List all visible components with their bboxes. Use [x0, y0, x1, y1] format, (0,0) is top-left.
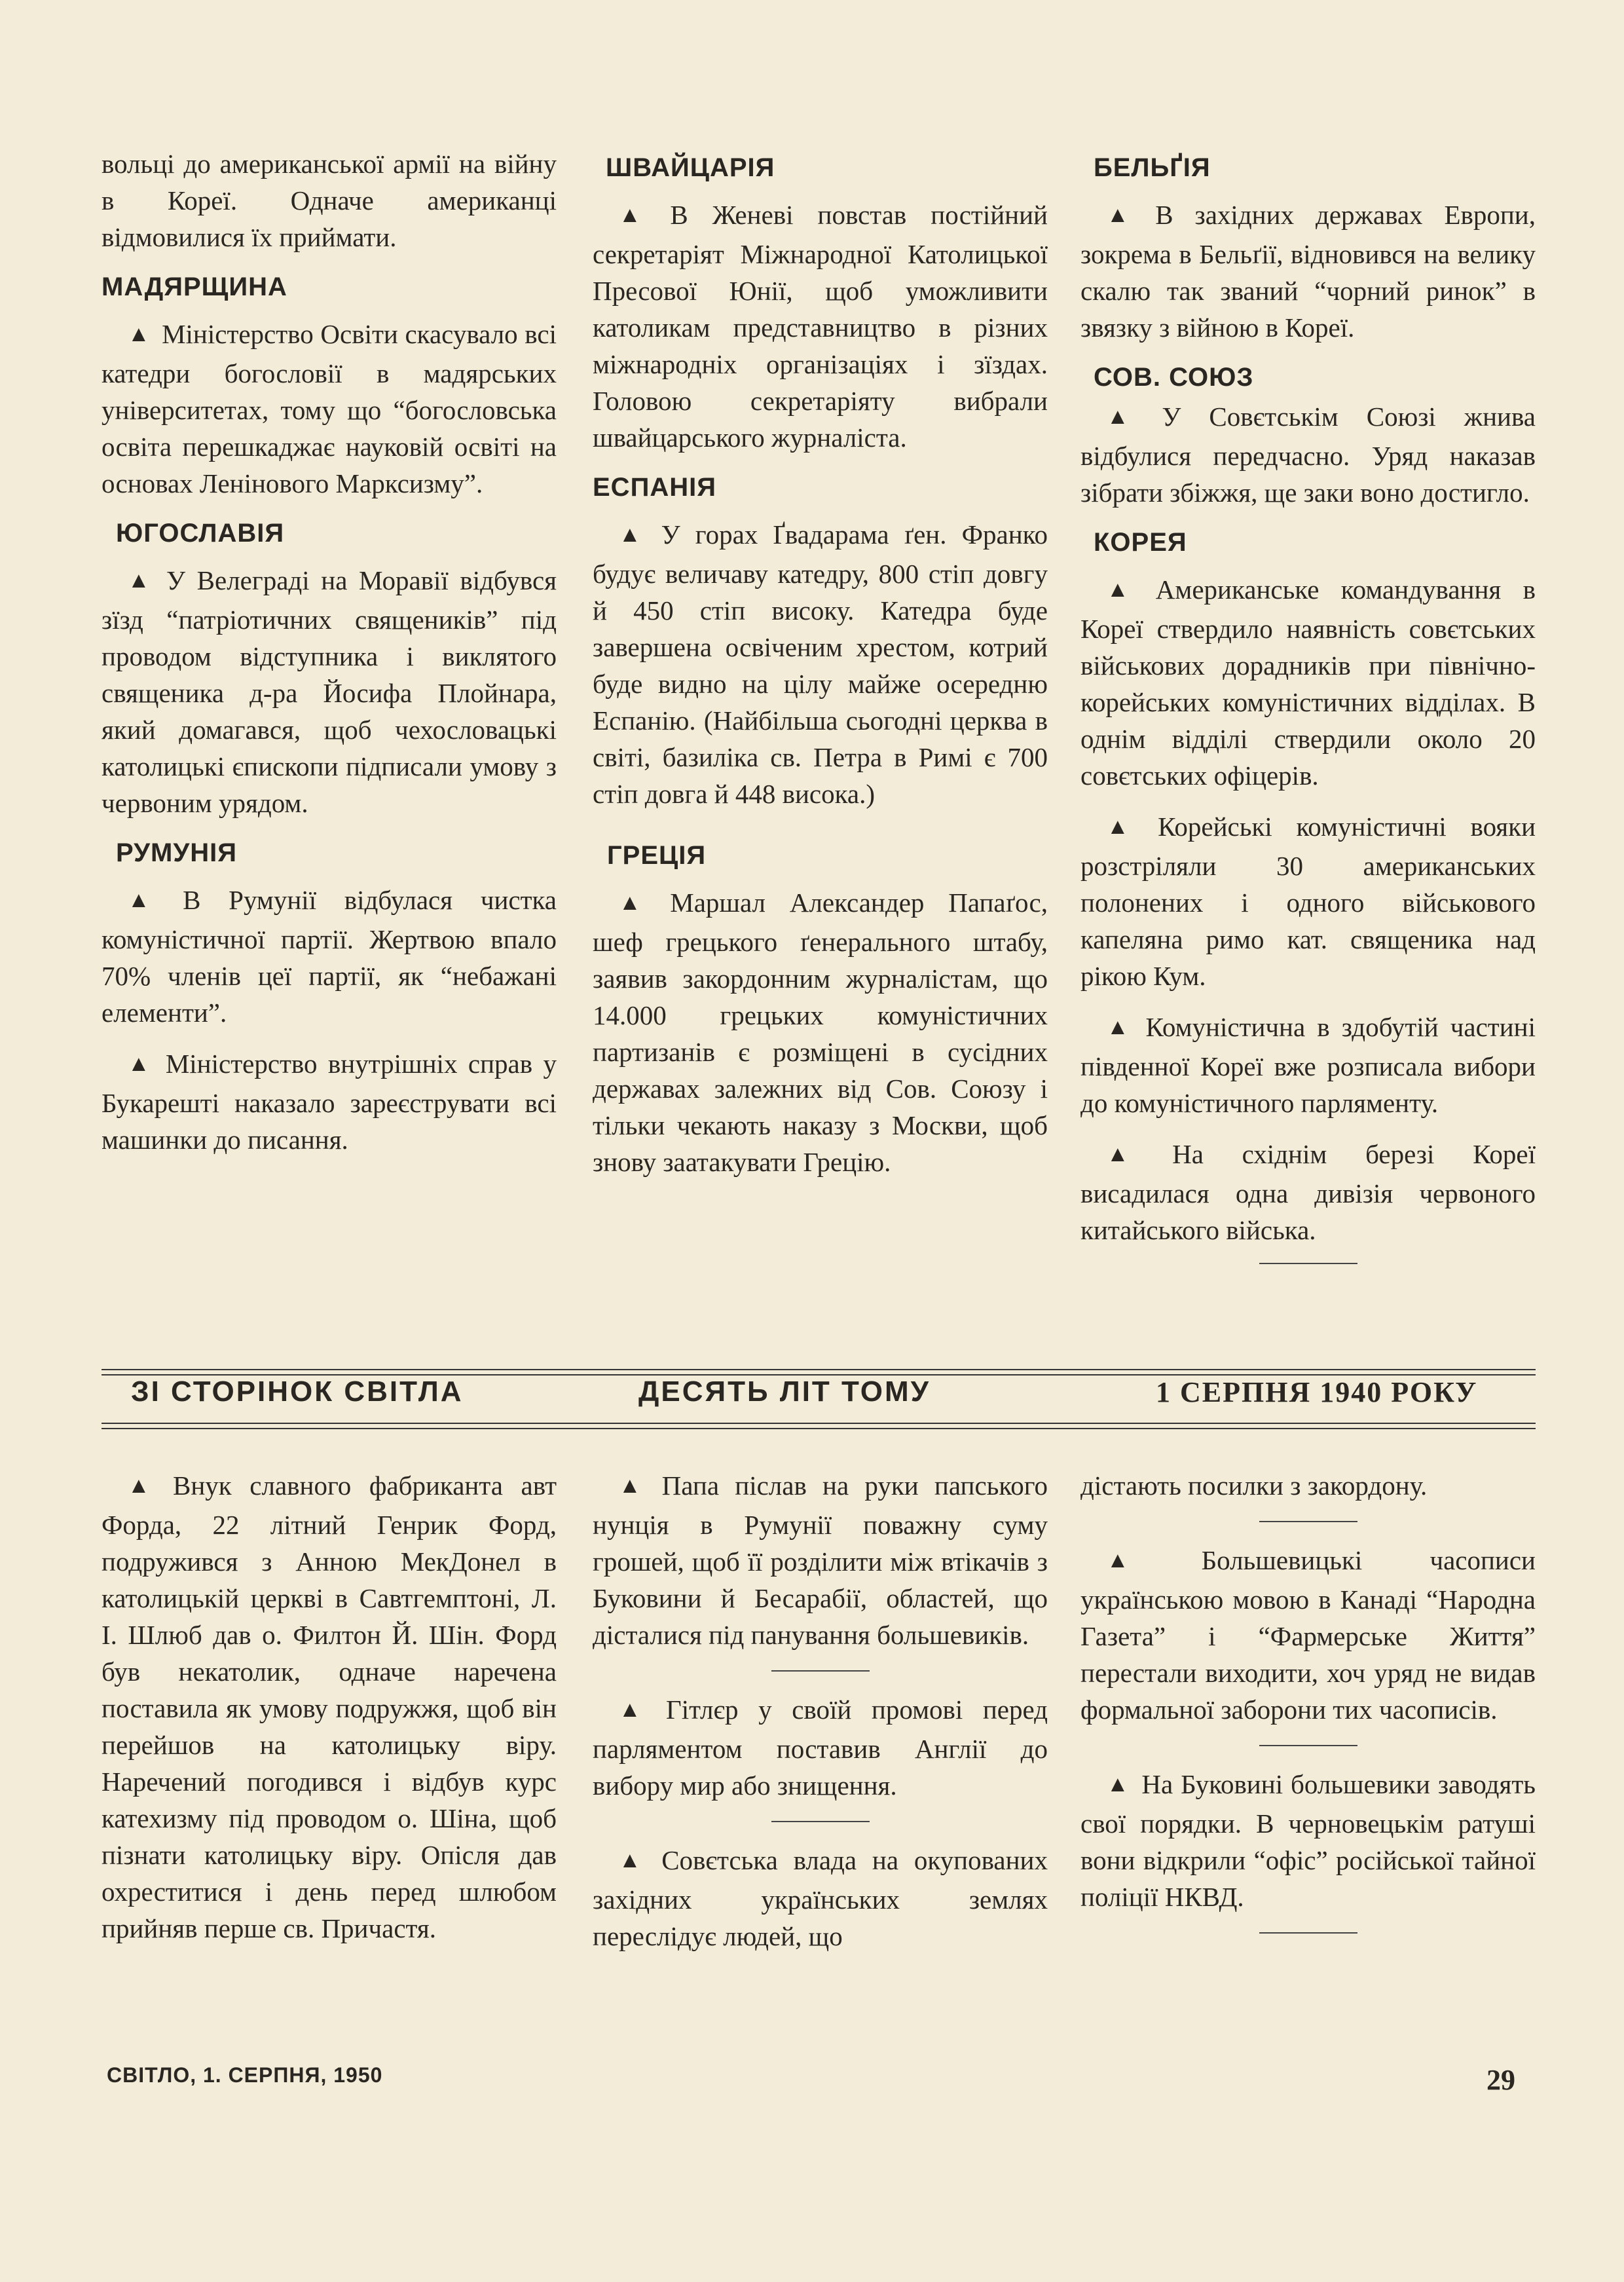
news-item: ▲ В західних державах Европи, зокрема в Бельґії, відновився на велику скалю так званий “чорний ринок” в звязку з війною в Кореї. [1080, 200, 1536, 343]
triangle-bullet-icon: ▲ [619, 1474, 650, 1498]
news-item: ▲ Совєтська влада на окупованих західних українських землях переслідує людей, що [593, 1845, 1048, 1951]
triangle-bullet-icon: ▲ [1107, 1142, 1161, 1167]
triangle-bullet-icon: ▲ [1107, 1548, 1190, 1573]
triangle-bullet-icon: ▲ [619, 1698, 654, 1722]
triangle-bullet-icon: ▲ [128, 888, 172, 912]
band-rule-bottom [101, 1423, 1536, 1424]
triangle-bullet-icon: ▲ [1107, 203, 1144, 227]
triangle-bullet-icon: ▲ [619, 1848, 650, 1873]
news-item: ▲ На Буковині большевики заводять свої порядки. В черновецькім ратуші вони відкрили “офіс” російської тайної поліції НКВД. [1080, 1769, 1536, 1912]
page-number: 29 [1486, 2064, 1515, 2096]
triangle-bullet-icon: ▲ [619, 523, 650, 547]
news-item: ▲ На східнім березі Кореї висадилася одна дивізія червоного китайського війська. [1080, 1139, 1536, 1245]
top-column-1 [101, 145, 557, 1172]
news-item: ▲ У горах Ґвадарама ґен. Франко будує величаву катедру, 800 стіп довгу й 450 стіп високу. Катедра буде завершена освіченим хрестом, котрий буде видно на цілу майже осередню Еспанію. (Найбільша сьогодні церква в світі, базиліка св. Петра в Римі є 700 стіп довга й 448 висока.) [593, 519, 1048, 809]
continued-text: вольці до американської армії на війну в Кореї. Одначе американці відмовилися їх приймати. [101, 149, 557, 252]
band-title-left: ЗІ СТОРІНОК СВІТЛА [131, 1375, 464, 1408]
triangle-bullet-icon: ▲ [1107, 578, 1144, 602]
band-title-right: 1 СЕРПНЯ 1940 РОКУ [1156, 1376, 1478, 1408]
triangle-bullet-icon: ▲ [128, 569, 155, 593]
section-heading: ШВАЙЦАРІЯ [606, 153, 775, 182]
news-item: ▲ Внук славного фабриканта авт Форда, 22 літний Генрик Форд, подружився з Анною МекДонел в католицькій церкві в Савтгемптоні, Л. І. Шлюб дав о. Филтон Й. Шін. Форд був некатолик, одначе наречена поставила як умову подружжя, щоб він перейшов на католицьку віру. Наречений погодився і відбув курс катехизму під проводом о. Шіна, щоб пізнати католицьку віру. Опісля дав охреститися і день перед шлюбом прийняв перше св. Причастя. [101, 1470, 557, 1943]
footer-publication-date: СВІТЛО, 1. СЕРПНЯ, 1950 [107, 2063, 383, 2087]
triangle-bullet-icon: ▲ [128, 1052, 154, 1076]
section-heading: КОРЕЯ [1094, 528, 1187, 557]
triangle-bullet-icon: ▲ [1107, 815, 1147, 839]
news-item: ▲ Комуністична в здобутій частині південної Кореї вже розписала вибори до комуністичного парляменту. [1080, 1012, 1536, 1118]
news-item: ▲ Большевицькі часописи українською мовою в Канаді “Народна Газета” і “Фармерське Життя” перестали виходити, хоч уряд не видав формальної заборони тих часописів. [1080, 1545, 1536, 1725]
triangle-bullet-icon: ▲ [619, 203, 659, 227]
news-item: ▲ В Женеві повстав постійний секретаріят Міжнародної Католицької Пресової Юнії, щоб уможливити католикам представництво в різних міжнародніх організаціях і зїздах. Головою секретаріяту вибрали швайцарського журналіста. [593, 200, 1048, 453]
item-divider [1259, 1521, 1357, 1522]
news-item: ▲ У Велеграді на Моравії відбувся зїзд “патріотичних священиків” під проводом відступника і виклятого священика д-ра Йосифа Плойнара, який домагався, щоб чехословацькі католицькі єпископи підписали умову з червоним урядом. [101, 565, 557, 818]
bottom-column-2 [593, 1467, 1048, 1969]
triangle-bullet-icon: ▲ [128, 322, 151, 346]
triangle-bullet-icon: ▲ [1107, 405, 1151, 429]
news-item: ▲ Міністерство Освіти скасувало всі катедри богословії в мадярських університетах, тому що “богословська освіта перешкаджає науковій освіті на основах Ленінового Марксизму”. [101, 319, 557, 498]
section-divider [1259, 1263, 1357, 1264]
news-item: ▲ Американське командування в Кореї ствердило наявність совєтських військових дорадників при північно-корейських комуністичних відділах. В однім відділі ствердили около 20 совєтських офіцерів. [1080, 574, 1536, 791]
section-heading: ЕСПАНІЯ [593, 473, 716, 502]
triangle-bullet-icon: ▲ [1107, 1015, 1134, 1039]
item-divider [771, 1821, 870, 1822]
triangle-bullet-icon: ▲ [128, 1474, 161, 1498]
top-column-3 [1080, 145, 1536, 1284]
band-title-center: ДЕСЯТЬ ЛІТ ТОМУ [638, 1375, 931, 1408]
section-heading: БЕЛЬҐІЯ [1094, 153, 1211, 182]
section-heading: МАДЯРЩИНА [101, 272, 287, 301]
band-rule-top [101, 1369, 1536, 1370]
news-item: ▲ У Совєтськім Союзі жнива відбулися передчасно. Уряд наказав зібрати збіжжя, ще заки воно достигло. [1080, 402, 1536, 508]
bottom-column-3 [1080, 1467, 1536, 1953]
triangle-bullet-icon: ▲ [619, 891, 659, 915]
band-rule-bottom-2 [101, 1428, 1536, 1429]
item-divider [1259, 1745, 1357, 1746]
news-item: ▲ В Румунії відбулася чистка комуністичної партії. Жертвою впало 70% членів цеї партії, як “небажані елементи”. [101, 885, 557, 1028]
triangle-bullet-icon: ▲ [1107, 1772, 1130, 1797]
news-item: ▲ Корейські комуністичні вояки розстріляли 30 американських полонених і одного військового капеляна римо кат. священика над рікою Кум. [1080, 812, 1536, 991]
section-heading: ГРЕЦІЯ [607, 841, 707, 870]
top-column-2 [593, 145, 1048, 1195]
item-divider [771, 1670, 870, 1672]
item-divider [1259, 1932, 1357, 1934]
news-item: ▲ Папа післав на руки папського нунція в Румунії поважну суму грошей, щоб її розділити між втікачів з Буковини й Бесарабії, областей, що дісталися під панування большевиків. [593, 1470, 1048, 1650]
news-item: ▲ Маршал Александер Папаґос, шеф грецького ґенерального штабу, заявив закордонним журналістам, що 14.000 грецьких комуністичних партизанів є розміщені в сусідних державах залежних від Сов. Союзу і тільки чекають наказу з Москви, щоб знову заатакувати Грецію. [593, 888, 1048, 1177]
continued-text: дістають посилки з закордону. [1080, 1470, 1428, 1501]
news-item: ▲ Міністерство внутрішніх справ у Букарешті наказало зареєструвати всі машинки до писання. [101, 1049, 557, 1155]
section-heading: РУМУНІЯ [116, 838, 237, 867]
section-heading: СОВ. СОЮЗ [1094, 363, 1254, 392]
bottom-column-1 [101, 1467, 557, 1961]
section-heading: ЮГОСЛАВІЯ [116, 519, 285, 548]
news-item: ▲ Гітлєр у своїй промові перед парляментом поставив Англії до вибору мир або знищення. [593, 1694, 1048, 1801]
